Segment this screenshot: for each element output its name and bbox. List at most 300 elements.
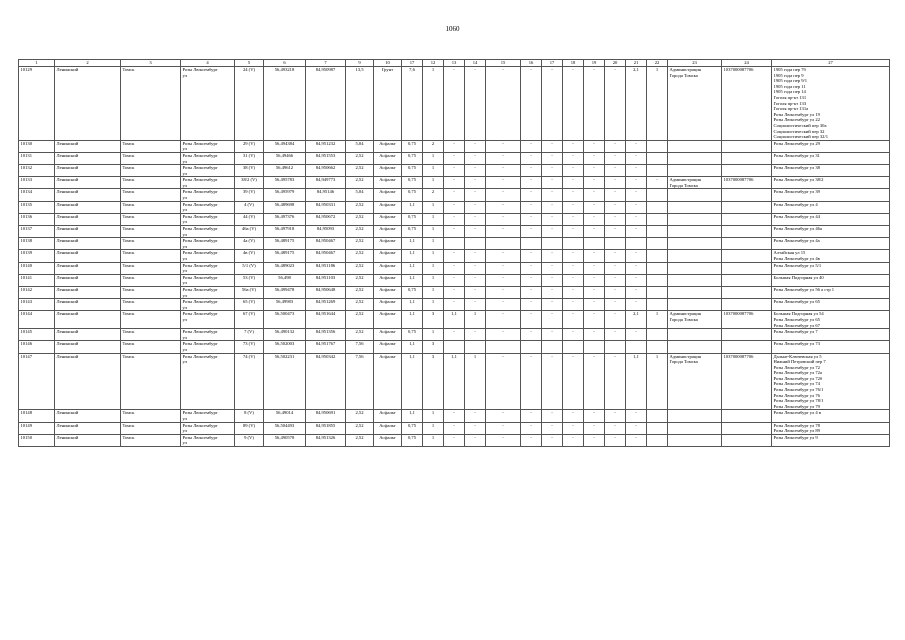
owner-cell	[668, 152, 722, 164]
surface-cell: Асфальт	[374, 353, 402, 410]
ogrn-cell	[722, 341, 772, 353]
table-row	[19, 165, 890, 177]
ogrn-cell	[722, 140, 772, 152]
row-id-cell: 10147	[19, 353, 55, 410]
value-cell: -	[605, 299, 626, 311]
ogrn-cell	[722, 422, 772, 434]
street-cell: Розы Люксембург ул	[181, 177, 235, 189]
value-cell: -	[521, 299, 542, 311]
column-number: 22	[647, 60, 668, 67]
table-row	[19, 213, 890, 225]
latitude-cell: 56,498	[264, 274, 306, 286]
value-cell: 0,75	[402, 152, 423, 164]
value-cell: 1,1	[402, 274, 423, 286]
value-cell: -	[563, 299, 584, 311]
ogrn-cell	[722, 286, 772, 298]
surface-cell: Асфальт	[374, 250, 402, 262]
longitude-cell: 84,951326	[306, 434, 346, 446]
owner-cell: Администрация Города Томска	[668, 311, 722, 329]
value-cell: 1,1	[402, 353, 423, 410]
value-cell	[647, 329, 668, 341]
address-cell: Розы Люксембург ул 65	[772, 299, 890, 311]
value-cell: 0,75	[402, 226, 423, 238]
owner-cell	[668, 329, 722, 341]
latitude-cell: 56,504493	[264, 422, 306, 434]
value-cell: 1,1	[402, 262, 423, 274]
count-cell: 2	[423, 189, 444, 201]
value-cell: -	[465, 329, 486, 341]
value-cell	[647, 410, 668, 422]
value-cell: -	[584, 250, 605, 262]
value-cell: -	[584, 410, 605, 422]
column-number: 10	[374, 60, 402, 67]
district-cell: Ленинский	[55, 226, 121, 238]
value-cell: -	[626, 434, 647, 446]
value-cell: -	[465, 434, 486, 446]
value-cell: -	[563, 201, 584, 213]
house-cell: 39 (V)	[235, 189, 264, 201]
value-cell: -	[584, 67, 605, 141]
ogrn-cell: 1037000087706	[722, 67, 772, 141]
district-cell: Ленинский	[55, 286, 121, 298]
longitude-cell: 84,951356	[306, 329, 346, 341]
column-number: 20	[605, 60, 626, 67]
house-cell: 89 (V)	[235, 422, 264, 434]
city-cell: Томск	[121, 165, 181, 177]
count-cell: 3	[423, 341, 444, 353]
value-cell: -	[605, 201, 626, 213]
row-id-cell: 10133	[19, 177, 55, 189]
district-cell: Ленинский	[55, 250, 121, 262]
house-cell: 9 (V)	[235, 434, 264, 446]
street-cell: Розы Люксембург ул	[181, 165, 235, 177]
latitude-cell: 56,489175	[264, 238, 306, 250]
area-cell: 2,52	[346, 226, 374, 238]
surface-cell: Асфальт	[374, 434, 402, 446]
value-cell: -	[626, 177, 647, 189]
street-cell: Розы Люксембург ул	[181, 250, 235, 262]
street-cell: Розы Люксембург ул	[181, 152, 235, 164]
table-row	[19, 189, 890, 201]
value-cell: -	[626, 201, 647, 213]
longitude-cell: 84,95093	[306, 226, 346, 238]
address-cell: Розы Люксембург ул 7	[772, 329, 890, 341]
surface-cell: Асфальт	[374, 189, 402, 201]
street-cell: Розы Люксембург ул	[181, 189, 235, 201]
district-cell: Ленинский	[55, 238, 121, 250]
value-cell	[647, 250, 668, 262]
row-id-cell: 10134	[19, 189, 55, 201]
value-cell: -	[465, 274, 486, 286]
owner-cell	[668, 213, 722, 225]
value-cell	[563, 238, 584, 250]
latitude-cell: 56,502003	[264, 341, 306, 353]
value-cell	[486, 341, 521, 353]
value-cell: -	[605, 67, 626, 141]
value-cell: -	[563, 67, 584, 141]
value-cell	[542, 341, 563, 353]
value-cell: -	[465, 177, 486, 189]
address-cell: Алтайская ул 15 Розы Люксембург ул 4в	[772, 250, 890, 262]
value-cell	[444, 238, 465, 250]
ogrn-cell	[722, 250, 772, 262]
value-cell: -	[584, 177, 605, 189]
count-cell: 1	[423, 152, 444, 164]
value-cell: -	[521, 262, 542, 274]
value-cell: -	[584, 152, 605, 164]
value-cell: -	[486, 274, 521, 286]
value-cell: -	[465, 189, 486, 201]
row-id-cell: 10136	[19, 213, 55, 225]
column-number: 17	[542, 60, 563, 67]
district-cell: Ленинский	[55, 213, 121, 225]
owner-cell: Администрация Города Томска	[668, 353, 722, 410]
district-cell: Ленинский	[55, 353, 121, 410]
value-cell: -	[626, 329, 647, 341]
longitude-cell: 84,951103	[306, 274, 346, 286]
latitude-cell: 56,490132	[264, 329, 306, 341]
address-cell: Розы Люксембург ул 4а	[772, 238, 890, 250]
house-cell: 46а (V)	[235, 226, 264, 238]
ogrn-cell: 1037000087706	[722, 177, 772, 189]
column-number: 2	[55, 60, 121, 67]
value-cell: -	[521, 140, 542, 152]
longitude-cell: 84,950672	[306, 213, 346, 225]
city-cell: Томск	[121, 299, 181, 311]
ogrn-cell	[722, 226, 772, 238]
row-id-cell: 10129	[19, 67, 55, 141]
value-cell: -	[563, 152, 584, 164]
value-cell: 0,75	[402, 422, 423, 434]
value-cell	[563, 341, 584, 353]
longitude-cell: 84,950662	[306, 165, 346, 177]
latitude-cell: 56,49983	[264, 299, 306, 311]
district-cell: Ленинский	[55, 189, 121, 201]
owner-cell	[668, 189, 722, 201]
owner-cell	[668, 250, 722, 262]
value-cell: -	[542, 250, 563, 262]
column-number: 13	[444, 60, 465, 67]
owner-cell	[668, 165, 722, 177]
district-cell: Ленинский	[55, 329, 121, 341]
street-cell: Розы Люксембург ул	[181, 213, 235, 225]
street-cell: Розы Люксембург ул	[181, 67, 235, 141]
value-cell: 2,1	[626, 311, 647, 329]
value-cell: -	[542, 177, 563, 189]
area-cell: 2,52	[346, 165, 374, 177]
house-cell: 53 (V)	[235, 274, 264, 286]
owner-cell	[668, 226, 722, 238]
value-cell: -	[626, 274, 647, 286]
row-id-cell: 10145	[19, 329, 55, 341]
district-cell: Ленинский	[55, 67, 121, 141]
value-cell: 1,1	[402, 410, 423, 422]
table-row	[19, 140, 890, 152]
value-cell: -	[563, 286, 584, 298]
surface-cell: Асфальт	[374, 177, 402, 189]
surface-cell: Асфальт	[374, 238, 402, 250]
city-cell: Томск	[121, 177, 181, 189]
value-cell: -	[542, 311, 563, 329]
value-cell: -	[521, 286, 542, 298]
address-cell: Розы Люксембург ул 31	[772, 152, 890, 164]
street-cell: Розы Люксембург ул	[181, 311, 235, 329]
value-cell: -	[542, 410, 563, 422]
value-cell: 1,1	[402, 250, 423, 262]
register-table	[18, 59, 890, 447]
value-cell: -	[542, 329, 563, 341]
street-cell: Розы Люксембург ул	[181, 422, 235, 434]
value-cell: -	[542, 353, 563, 410]
surface-cell: Асфальт	[374, 410, 402, 422]
table-row	[19, 152, 890, 164]
street-cell: Розы Люксембург ул	[181, 201, 235, 213]
table-row	[19, 353, 890, 410]
table-row	[19, 299, 890, 311]
address-cell: Большая Подгорная ул 54 Розы Люксембург ул 65 Розы Люксембург ул 67	[772, 311, 890, 329]
value-cell: -	[605, 177, 626, 189]
owner-cell: Администрация Города Томска	[668, 67, 722, 141]
value-cell: 1,1	[402, 341, 423, 353]
value-cell: -	[605, 213, 626, 225]
longitude-cell: 84,95146	[306, 189, 346, 201]
value-cell: 1,1	[444, 353, 465, 410]
value-cell: -	[465, 140, 486, 152]
address-cell: Розы Люксембург ул 9	[772, 434, 890, 446]
table-row	[19, 311, 890, 329]
value-cell: -	[626, 299, 647, 311]
value-cell	[444, 341, 465, 353]
district-cell: Ленинский	[55, 341, 121, 353]
area-cell: 2,52	[346, 262, 374, 274]
value-cell: -	[521, 67, 542, 141]
value-cell: -	[542, 274, 563, 286]
ogrn-cell	[722, 152, 772, 164]
value-cell: -	[465, 286, 486, 298]
value-cell	[465, 341, 486, 353]
value-cell: -	[444, 213, 465, 225]
value-cell: -	[465, 410, 486, 422]
value-cell: -	[542, 67, 563, 141]
value-cell: -	[605, 410, 626, 422]
area-cell: 7,56	[346, 353, 374, 410]
street-cell: Розы Люксембург ул	[181, 274, 235, 286]
value-cell: 0,75	[402, 177, 423, 189]
value-cell: -	[486, 165, 521, 177]
value-cell: -	[444, 165, 465, 177]
address-cell: Розы Люксембург ул 73	[772, 341, 890, 353]
city-cell: Томск	[121, 189, 181, 201]
table-row	[19, 201, 890, 213]
latitude-cell: 56,49014	[264, 410, 306, 422]
house-cell: 73 (V)	[235, 341, 264, 353]
value-cell: -	[626, 286, 647, 298]
value-cell: -	[521, 353, 542, 410]
surface-cell: Асфальт	[374, 165, 402, 177]
column-number: 12	[423, 60, 444, 67]
city-cell: Томск	[121, 286, 181, 298]
house-cell: 4 (V)	[235, 201, 264, 213]
district-cell: Ленинский	[55, 165, 121, 177]
column-number: 18	[563, 60, 584, 67]
area-cell: 2,52	[346, 410, 374, 422]
value-cell: -	[486, 226, 521, 238]
value-cell: -	[626, 262, 647, 274]
value-cell: -	[542, 286, 563, 298]
ogrn-cell	[722, 201, 772, 213]
value-cell	[465, 238, 486, 250]
latitude-cell: 56,493218	[264, 67, 306, 141]
latitude-cell: 56,495979	[264, 189, 306, 201]
owner-cell	[668, 341, 722, 353]
address-cell: 1905 года пер 7б 1905 года пер 9 1905 года пер 9/1 1905 года пер 11 1905 года пер 14 Гоголя пр-кт 131 Гоголя пр-кт 133 Гоголя пр-кт 131а Розы Люксембург ул 19 Розы Люксембург ул 22 Социалистический пер 30а Социалистический пер 32 Социалистический пер 32/1	[772, 67, 890, 141]
longitude-cell: 84,951186	[306, 262, 346, 274]
table-row	[19, 434, 890, 446]
value-cell: -	[521, 250, 542, 262]
value-cell: -	[486, 250, 521, 262]
value-cell: -	[465, 226, 486, 238]
street-cell: Розы Люксембург ул	[181, 434, 235, 446]
area-cell: 2,52	[346, 250, 374, 262]
surface-cell: Асфальт	[374, 152, 402, 164]
surface-cell: Асфальт	[374, 274, 402, 286]
value-cell: -	[465, 201, 486, 213]
house-cell: 38/2 (V)	[235, 177, 264, 189]
address-cell: Розы Люксембург ул 29	[772, 140, 890, 152]
value-cell	[486, 238, 521, 250]
table-row	[19, 341, 890, 353]
value-cell: -	[465, 262, 486, 274]
owner-cell	[668, 410, 722, 422]
value-cell: -	[563, 140, 584, 152]
latitude-cell: 56,49612	[264, 165, 306, 177]
row-id-cell: 10143	[19, 299, 55, 311]
longitude-cell: 84,950691	[306, 410, 346, 422]
street-cell: Розы Люксембург ул	[181, 226, 235, 238]
row-id-cell: 10135	[19, 201, 55, 213]
table-row	[19, 329, 890, 341]
ogrn-cell	[722, 262, 772, 274]
count-cell: 1	[423, 299, 444, 311]
value-cell	[647, 226, 668, 238]
district-cell: Ленинский	[55, 177, 121, 189]
row-id-cell: 10131	[19, 152, 55, 164]
surface-cell: Асфальт	[374, 226, 402, 238]
value-cell: -	[486, 410, 521, 422]
longitude-cell: 84,949773	[306, 177, 346, 189]
value-cell: -	[584, 299, 605, 311]
value-cell	[626, 341, 647, 353]
value-cell: -	[626, 250, 647, 262]
value-cell: -	[626, 152, 647, 164]
value-cell: -	[486, 201, 521, 213]
street-cell: Розы Люксембург ул	[181, 140, 235, 152]
value-cell: -	[521, 422, 542, 434]
owner-cell	[668, 299, 722, 311]
value-cell: -	[626, 165, 647, 177]
value-cell: -	[542, 140, 563, 152]
ogrn-cell	[722, 274, 772, 286]
value-cell	[647, 213, 668, 225]
house-cell: 7 (V)	[235, 329, 264, 341]
value-cell	[647, 165, 668, 177]
value-cell: -	[486, 140, 521, 152]
value-cell: 1	[647, 67, 668, 141]
value-cell: -	[486, 311, 521, 329]
value-cell: -	[521, 226, 542, 238]
value-cell: -	[605, 226, 626, 238]
house-cell: 4в (V)	[235, 250, 264, 262]
surface-cell: Асфальт	[374, 286, 402, 298]
row-id-cell: 10144	[19, 311, 55, 329]
value-cell: -	[563, 262, 584, 274]
ogrn-cell	[722, 299, 772, 311]
table-row	[19, 238, 890, 250]
area-cell: 2,52	[346, 201, 374, 213]
value-cell	[647, 286, 668, 298]
ogrn-cell	[722, 410, 772, 422]
owner-cell	[668, 140, 722, 152]
district-cell: Ленинский	[55, 152, 121, 164]
value-cell: -	[444, 434, 465, 446]
city-cell: Томск	[121, 311, 181, 329]
value-cell: -	[444, 152, 465, 164]
value-cell: -	[647, 177, 668, 189]
value-cell: -	[563, 353, 584, 410]
street-cell: Розы Люксембург ул	[181, 238, 235, 250]
table-row	[19, 422, 890, 434]
count-cell: 1	[423, 67, 444, 141]
value-cell: -	[521, 410, 542, 422]
value-cell: -	[584, 422, 605, 434]
surface-cell: Асфальт	[374, 311, 402, 329]
table-row	[19, 250, 890, 262]
house-cell: 67 (V)	[235, 311, 264, 329]
house-cell: 8 (V)	[235, 410, 264, 422]
district-cell: Ленинский	[55, 299, 121, 311]
row-id-cell: 10142	[19, 286, 55, 298]
address-cell: Розы Люксембург ул 4	[772, 201, 890, 213]
count-cell: 1	[423, 410, 444, 422]
owner-cell: Администрация Города Томска	[668, 177, 722, 189]
value-cell: -	[542, 165, 563, 177]
column-number: 3	[121, 60, 181, 67]
value-cell: -	[465, 165, 486, 177]
value-cell: -	[584, 226, 605, 238]
value-cell: -	[605, 250, 626, 262]
value-cell: -	[542, 299, 563, 311]
house-cell: 4а (V)	[235, 238, 264, 250]
value-cell: -	[563, 189, 584, 201]
area-cell: 2,52	[346, 238, 374, 250]
table-row	[19, 177, 890, 189]
value-cell	[584, 341, 605, 353]
table-row	[19, 67, 890, 141]
row-id-cell: 10140	[19, 262, 55, 274]
table-row	[19, 274, 890, 286]
area-cell: 2,52	[346, 299, 374, 311]
value-cell: -	[584, 274, 605, 286]
count-cell: 1	[423, 165, 444, 177]
table-row	[19, 286, 890, 298]
value-cell	[605, 341, 626, 353]
value-cell: -	[563, 311, 584, 329]
address-cell: Розы Люксембург ул 39	[772, 189, 890, 201]
value-cell: -	[605, 262, 626, 274]
value-cell: -	[605, 422, 626, 434]
value-cell: -	[486, 152, 521, 164]
street-cell: Розы Люксембург ул	[181, 341, 235, 353]
